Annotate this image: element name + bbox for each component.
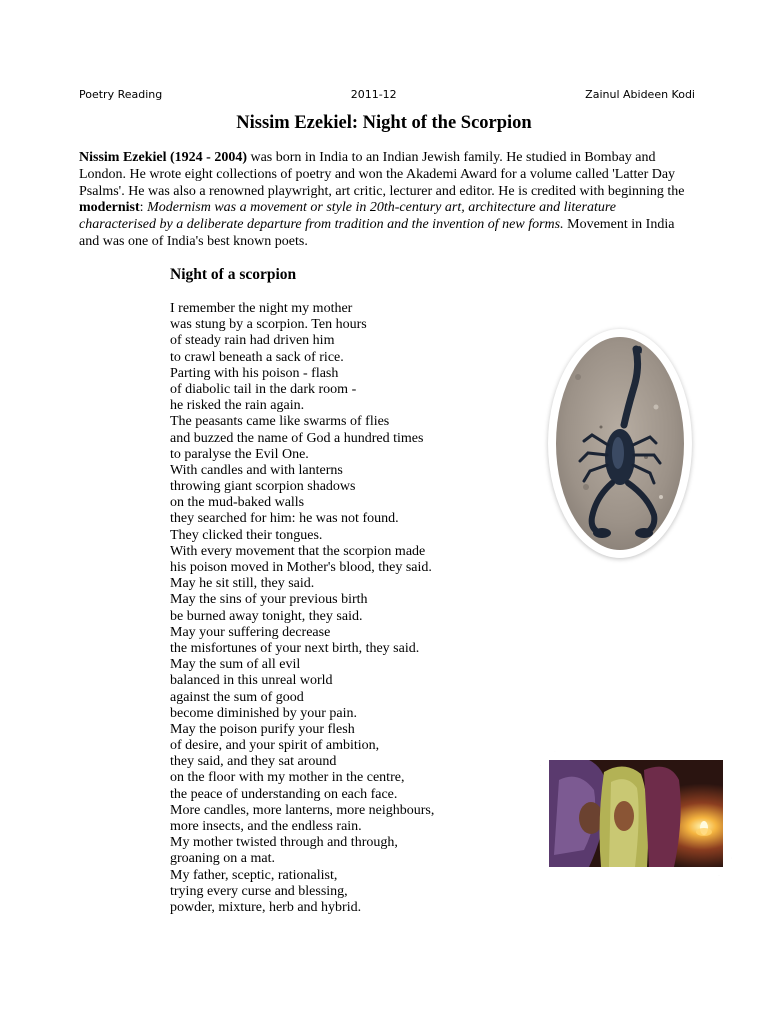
poem-line: My mother twisted through and through,	[170, 835, 398, 851]
poem-line: he risked the rain again.	[170, 398, 305, 414]
poem-line: to paralyse the Evil One.	[170, 446, 309, 462]
poem-line: May the poison purify your flesh	[170, 721, 355, 737]
poem-line: I remember the night my mother	[170, 301, 353, 316]
poem-line: The peasants came like swarms of flies	[170, 414, 390, 430]
page-title: Nissim Ezekiel: Night of the Scorpion	[236, 113, 532, 133]
poem-line: May the sum of all evil	[170, 657, 301, 673]
candle-image	[540, 751, 732, 876]
poem-line: My father, sceptic, rationalist,	[170, 867, 338, 883]
poem-line: and buzzed the name of God a hundred times	[170, 430, 424, 446]
header-year: 2011-12	[350, 87, 397, 101]
poem-line: They clicked their tongues.	[170, 527, 323, 543]
poem-line: With every movement that the scorpion made	[170, 543, 426, 559]
poem-line: to crawl beneath a sack of rice.	[170, 349, 344, 365]
modernist-term: modernist	[79, 200, 140, 216]
poem-line: balanced in this unreal world	[170, 673, 333, 689]
women-with-candle-photo	[549, 760, 723, 867]
poem-line: become diminished by your pain.	[170, 705, 358, 721]
header-course: Poetry Reading	[79, 87, 163, 101]
poem-line: more insects, and the endless rain.	[170, 819, 362, 834]
poem-title: Night of a scorpion	[170, 266, 297, 283]
poem-line: May the sins of your previous birth	[170, 592, 368, 608]
poem-line: on the mud-baked walls	[170, 495, 305, 511]
poem-line: his poison moved in Mother's blood, they said.	[170, 560, 432, 575]
intro-paragraph	[79, 150, 694, 251]
poem-line: With candles and with lanterns	[170, 462, 343, 478]
poem-line: the peace of understanding on each face.	[170, 786, 398, 802]
poem-line: of diabolic tail in the dark room -	[170, 381, 357, 397]
modernism-definition: Modernism was a movement or style in 20th-century art, architecture and literature characterised by a deliberate departure from tradition and the invention of new forms.	[79, 200, 616, 233]
poem-line: of steady rain had driven him	[170, 333, 335, 349]
poem-body	[170, 301, 550, 916]
poem-line: May he sit still, they said.	[170, 576, 315, 592]
poem-line: they said, and they sat around	[170, 754, 337, 770]
poem-line: the misfortunes of your next birth, they said.	[170, 640, 420, 656]
poet-name: Nissim Ezekiel (1924 - 2004)	[79, 150, 247, 165]
poem-line: was stung by a scorpion. Ten hours	[170, 317, 367, 333]
page-header	[79, 86, 695, 102]
poem-line: be burned away tonight, they said.	[170, 608, 363, 624]
intro-text-1: was born in India to an Indian Jewish family. He studied in Bombay and London. He wrote eight collections of poetry and won the Akademi Award for a volume called 'Latter Day Psalms'. He was also a renowned playwright, art critic, lecturer and editor. He is credited with beginning the	[79, 150, 685, 199]
poem-line: on the floor with my mother in the centre,	[170, 770, 405, 786]
poem-line: groaning on a mat.	[170, 851, 275, 867]
poem-line: powder, mixture, herb and hybrid.	[170, 899, 362, 915]
scorpion-image	[548, 329, 692, 558]
intro-colon: :	[139, 200, 148, 216]
poem-line: of desire, and your spirit of ambition,	[170, 738, 380, 754]
poem-line: against the sum of good	[170, 689, 304, 705]
intro-text-2: Movement in India and was one of India's best known poets.	[79, 217, 675, 249]
poem-line: May your suffering decrease	[170, 624, 331, 640]
poem-line: More candles, more lanterns, more neighbours,	[170, 802, 435, 818]
poem-line: trying every curse and blessing,	[170, 883, 348, 899]
scorpion-photo	[556, 337, 684, 550]
header-author: Zainul Abideen Kodi	[585, 87, 695, 101]
poem-line: Parting with his poison - flash	[170, 365, 339, 381]
poem-line: they searched for him: he was not found.	[170, 511, 399, 527]
poem-line: throwing giant scorpion shadows	[170, 479, 356, 495]
